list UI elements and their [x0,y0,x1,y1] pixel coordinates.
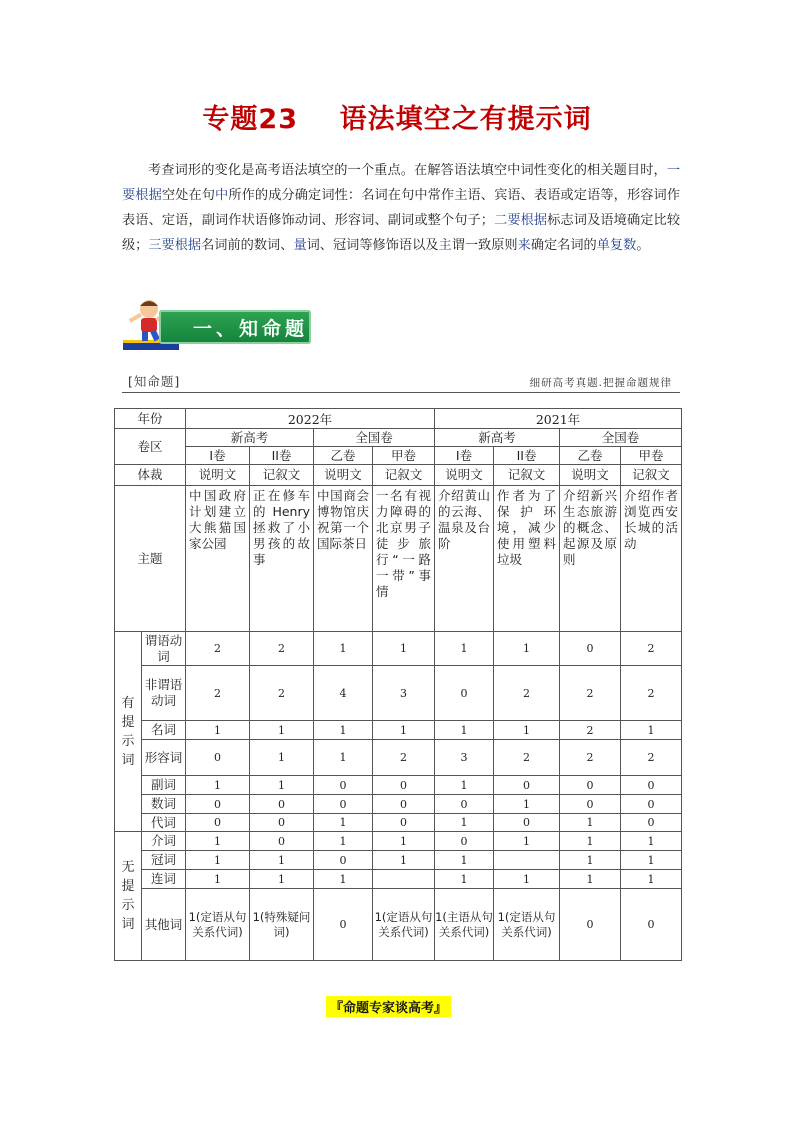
table-row [115,832,682,851]
value-cell: 3 [373,666,435,721]
value-cell: 1 [560,832,621,851]
intro-keyword: 中 [215,188,229,203]
value-cell: 1(定语从句关系代词) [494,889,560,961]
value-cell: 1 [621,851,682,870]
value-cell: 1 [250,851,314,870]
genre-cell: 记叙文 [621,465,682,486]
value-cell: 1 [494,632,560,666]
row-label: 介词 [142,832,186,851]
header-quanguo-2021: 全国卷 [560,429,682,447]
value-cell: 2 [621,740,682,776]
row-label: 数词 [142,795,186,814]
value-cell: 1 [494,870,560,889]
value-cell: 1 [373,721,435,740]
header-year: 年份 [115,409,186,429]
value-cell: 1 [560,814,621,832]
intro-keyword: 一要根据 [122,163,680,203]
value-cell: 0 [314,851,373,870]
paper-cell: II卷 [494,447,560,465]
value-cell: 1 [435,632,494,666]
value-cell: 0 [314,889,373,961]
genre-cell: 说明文 [186,465,250,486]
value-cell: 1 [435,870,494,889]
value-cell: 1 [560,851,621,870]
value-cell: 0 [560,632,621,666]
value-cell: 2 [186,632,250,666]
intro-text: 。 [636,238,650,253]
value-cell: 1(特殊疑问词) [250,889,314,961]
value-cell: 0 [621,889,682,961]
intro-keyword: 量 [293,238,307,253]
value-cell: 1 [314,832,373,851]
value-cell: 0 [494,776,560,795]
value-cell: 1 [250,870,314,889]
paper-cell: 甲卷 [621,447,682,465]
value-cell: 0 [373,814,435,832]
value-cell: 2 [250,632,314,666]
value-cell: 1 [250,776,314,795]
value-cell: 1(定语从句关系代词) [373,889,435,961]
value-cell: 1 [314,721,373,740]
table-row [115,776,682,795]
paper-cell: II卷 [250,447,314,465]
value-cell: 1 [186,832,250,851]
exam-analysis-table [114,408,682,961]
value-cell: 1 [186,776,250,795]
table-row [115,409,682,429]
table-row [115,814,682,832]
value-cell: 0 [560,795,621,814]
theme-cell: 中国商会博物馆庆祝第一个国际茶日 [314,486,373,632]
value-cell: 1 [621,832,682,851]
table-row [115,447,682,465]
value-cell: 0 [250,832,314,851]
value-cell: 1 [435,814,494,832]
row-label: 其他词 [142,889,186,961]
header-2022: 2022年 [186,409,435,429]
value-cell: 1 [621,721,682,740]
value-cell: 4 [314,666,373,721]
intro-keyword: 主 [438,238,452,253]
value-cell: 1 [314,870,373,889]
value-cell: 0 [250,814,314,832]
value-cell: 0 [560,889,621,961]
theme-cell: 介绍作者浏览西安长城的活动 [621,486,682,632]
value-cell: 1(定语从句关系代词) [186,889,250,961]
group-without-hint: 无提示词 [115,832,142,961]
intro-text: 谓一致原则 [451,238,518,253]
value-cell: 0 [250,795,314,814]
value-cell: 2 [186,666,250,721]
banner-label-box [159,310,311,344]
genre-cell: 说明文 [314,465,373,486]
value-cell: 2 [560,666,621,721]
header-theme: 主题 [115,486,186,632]
title-number: 专题23 [202,104,298,135]
subheader-left: [知命题] [128,374,181,389]
paper-cell: 甲卷 [373,447,435,465]
value-cell: 1 [186,870,250,889]
value-cell: 0 [560,776,621,795]
value-cell [494,851,560,870]
header-genre: 体裁 [115,465,186,486]
value-cell: 0 [494,814,560,832]
intro-text: 考查词形的变化是高考语法填空的一个重点。在解答语法填空中词性变化的相关题目时， [148,163,667,178]
genre-cell: 记叙文 [250,465,314,486]
genre-cell: 说明文 [435,465,494,486]
row-label: 名词 [142,721,186,740]
banner-label: 一、知命题 [193,318,309,340]
table-row [115,486,682,632]
value-cell: 1 [373,832,435,851]
value-cell: 1 [435,776,494,795]
genre-cell: 说明文 [560,465,621,486]
value-cell: 0 [373,795,435,814]
table-row [115,740,682,776]
value-cell: 1 [314,814,373,832]
intro-keyword: 单复数 [596,238,637,253]
value-cell: 1 [435,721,494,740]
row-label: 冠词 [142,851,186,870]
value-cell: 0 [621,814,682,832]
section-banner [121,296,311,352]
value-cell: 1 [435,851,494,870]
value-cell: 0 [186,795,250,814]
value-cell: 1 [186,721,250,740]
value-cell: 0 [435,832,494,851]
value-cell: 1 [494,721,560,740]
value-cell: 1(主语从句关系代词) [435,889,494,961]
section-tag: 『命题专家谈高考』 [326,996,451,1017]
table-row [115,429,682,447]
genre-cell: 记叙文 [373,465,435,486]
intro-keyword: 二要根据 [493,213,548,228]
value-cell: 2 [494,666,560,721]
row-label: 非谓语动词 [142,666,186,721]
header-quanguo-2022: 全国卷 [314,429,435,447]
intro-keyword: 来 [517,238,531,253]
paper-cell: 乙卷 [560,447,621,465]
header-2021: 2021年 [435,409,682,429]
header-juanqu: 卷区 [115,429,186,465]
paper-cell: I卷 [435,447,494,465]
paper-cell: 乙卷 [314,447,373,465]
row-label: 形容词 [142,740,186,776]
table-row [115,795,682,814]
row-label: 代词 [142,814,186,832]
value-cell: 0 [621,795,682,814]
value-cell: 1 [560,870,621,889]
value-cell: 1 [494,832,560,851]
intro-text: 名词前的数词、 [201,238,294,253]
theme-cell: 中国政府计划建立大熊猫国家公园 [186,486,250,632]
row-label: 谓语动词 [142,632,186,666]
value-cell: 0 [186,814,250,832]
value-cell [373,870,435,889]
page-title [0,97,794,136]
value-cell: 2 [560,740,621,776]
table-row [115,632,682,666]
value-cell: 1 [250,740,314,776]
intro-text: 空处在句 [161,188,216,203]
value-cell: 2 [560,721,621,740]
title-text: 语法填空之有提示词 [339,104,592,135]
intro-text: 标志词及语境确定比较级； [122,213,681,253]
value-cell: 1 [314,632,373,666]
table-row [115,851,682,870]
table-row [115,889,682,961]
value-cell: 1 [250,721,314,740]
paper-cell: I卷 [186,447,250,465]
genre-cell: 记叙文 [494,465,560,486]
theme-cell: 作者为了保护环境，减少使用塑料垃圾 [494,486,560,632]
intro-keyword: 三要根据 [148,238,202,253]
value-cell: 0 [435,666,494,721]
value-cell: 3 [435,740,494,776]
value-cell: 1 [373,851,435,870]
theme-cell: 一名有视力障碍的北京男子徒步旅行“一路一带”事情 [373,486,435,632]
intro-text: 所作的成分确定词性：名词在句中常作主语、宾语、表语或定语等，形容词作表语、定语，副词作状语修饰动词、形容词、副词或整个句子； [122,188,681,228]
value-cell: 0 [186,740,250,776]
theme-cell: 介绍新兴生态旅游的概念、起源及原则 [560,486,621,632]
table-row [115,870,682,889]
intro-text: 确定名词的 [530,238,597,253]
header-xingaokao-2021: 新高考 [435,429,560,447]
theme-cell: 正在修车的Henry拯救了小男孩的故事 [250,486,314,632]
value-cell: 1 [373,632,435,666]
value-cell: 2 [494,740,560,776]
value-cell: 1 [621,870,682,889]
value-cell: 2 [621,666,682,721]
theme-cell: 介绍黄山的云海、温泉及台阶 [435,486,494,632]
subheader-right: 细研高考真题.把握命题规律 [529,377,672,389]
value-cell: 1 [314,740,373,776]
table-row [115,465,682,486]
value-cell: 0 [314,795,373,814]
intro-text: 词、冠词等修饰语以及 [306,238,439,253]
header-xingaokao-2022: 新高考 [186,429,314,447]
value-cell: 1 [186,851,250,870]
row-label: 副词 [142,776,186,795]
value-cell: 2 [250,666,314,721]
value-cell: 0 [314,776,373,795]
value-cell: 0 [373,776,435,795]
intro-paragraph [122,158,680,258]
table-row [115,666,682,721]
row-label: 连词 [142,870,186,889]
value-cell: 1 [494,795,560,814]
section-subheader [122,372,680,393]
value-cell: 2 [373,740,435,776]
value-cell: 2 [621,632,682,666]
group-with-hint: 有提示词 [115,632,142,832]
table-row [115,721,682,740]
value-cell: 0 [621,776,682,795]
value-cell: 0 [435,795,494,814]
